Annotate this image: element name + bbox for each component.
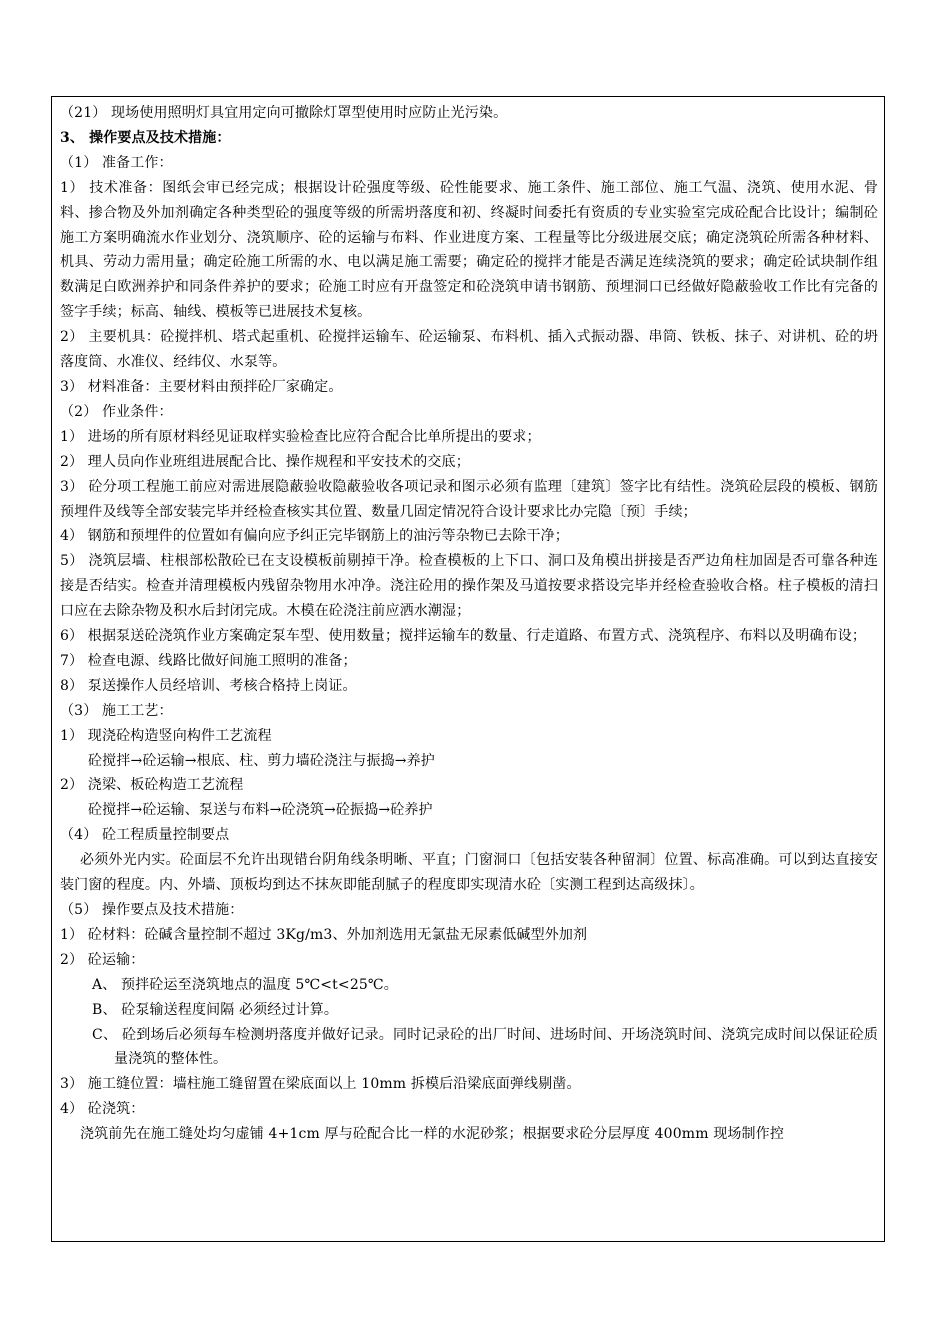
condition-1: 1） 进场的所有原材料经见证取样实验检查比应符合配合比单所提出的要求；	[60, 428, 541, 445]
transport-c: C、 砼到场后必须每车检测坍落度并做好记录。同时记录砼的出厂时间、进场时间、开场浇筑时间、浇筑完成时间以保证砼质量浇筑的整体性。	[92, 1026, 878, 1068]
condition-2: 2） 理人员向作业班组进展配合比、操作规程和平安技术的交底；	[60, 453, 470, 470]
point-concrete-transport: 2） 砼运输：	[60, 951, 145, 968]
main-equipment: 2） 主要机具：砼搅拌机、塔式起重机、砼搅拌运输车、砼运输泵、布料机、插入式振动器、串筒、铁板、抹子、对讲机、砼的坍落度筒、水准仪、经纬仪、水泵等。	[60, 329, 878, 371]
process-2-title: 2） 浇梁、板砼构造工艺流程	[60, 777, 244, 794]
process-1-title: 1） 现浇砼构造竖向构件工艺流程	[60, 727, 272, 744]
process-1-flow: 砼搅拌→砼运输→根底、柱、剪力墙砼浇注与振捣→养护	[88, 752, 435, 769]
subheading-work-conditions: （2） 作业条件：	[60, 403, 173, 420]
transport-b: B、 砼泵输送程度间隔 必须经过计算。	[92, 1001, 339, 1018]
transport-a: A、 预拌砼运至浇筑地点的温度 5℃<t<25℃。	[92, 976, 398, 993]
pouring-text: 浇筑前先在施工缝处均匀虚铺 4+1cm 厚与砼配合比一样的水泥砂浆；根据要求砼分层厚度 400mm 现场制作控	[80, 1126, 784, 1143]
point-concrete-material: 1） 砼材料：砼碱含量控制不超过 3Kg/m3、外加剂选用无氯盐无尿素低碱型外加剂	[60, 926, 588, 943]
subheading-preparation: （1） 准备工作：	[60, 154, 173, 171]
document-body	[60, 101, 878, 1147]
condition-5: 5） 浇筑层墙、柱根部松散砼已在支设模板前剔掉干净。检查模板的上下口、洞口及角模出拼接是否严边角柱加固是否可靠各种连接是否结实。检查并清理模板内残留杂物用水冲净。浇注砼用的操作架及马道按要求搭设完毕并经检查验收合格。柱子模板的清扫口应在去除杂物及积水后封闭完成。木模在砼浇注前应洒水潮湿；	[60, 553, 878, 620]
point-construction-joint: 3） 施工缝位置：墙柱施工缝留置在梁底面以上 10mm 拆模后沿梁底面弹线剔凿。	[60, 1076, 581, 1093]
process-2-flow: 砼搅拌→砼运输、泵送与布料→砼浇筑→砼振捣→砼养护	[88, 802, 433, 819]
document-frame	[51, 96, 885, 1242]
condition-8: 8） 泵送操作人员经培训、考核合格持上岗证。	[60, 677, 357, 694]
condition-6: 6） 根据泵送砼浇筑作业方案确定泵车型、使用数量；搅拌运输车的数量、行走道路、布置方式、浇筑程序、布料以及明确布设；	[60, 628, 867, 645]
item-21: （21） 现场使用照明灯具宜用定向可撤除灯罩型使用时应防止光污染。	[60, 105, 508, 121]
condition-7: 7） 检查电源、线路比做好间施工照明的准备；	[60, 652, 357, 669]
section-heading-3: 3、 操作要点及技术措施：	[60, 129, 231, 146]
material-preparation: 3） 材料准备：主要材料由预拌砼厂家确定。	[60, 378, 343, 395]
subheading-process: （3） 施工工艺：	[60, 702, 173, 719]
subheading-quality-control: （4） 砼工程质量控制要点	[60, 827, 230, 844]
condition-4: 4） 钢筋和预埋件的位置如有偏向应予纠正完毕钢筋上的油污等杂物已去除干净；	[60, 528, 569, 545]
condition-3: 3） 砼分项工程施工前应对需进展隐蔽验收隐蔽验收各项记录和图示必须有监理〔建筑〕签字比有结性。浇筑砼层段的模板、钢筋预埋件及线等全部安装完毕并经检查核实其位置、数量几固定情况符合设计要求比办完隐〔预〕手续；	[60, 478, 878, 520]
point-concrete-pouring: 4） 砼浇筑：	[60, 1101, 145, 1118]
quality-control-text: 必须外光内实。砼面层不允许出现错台阴角线条明晰、平直；门窗洞口〔包括安装各种留洞〕位置、标高准确。可以到达直接安装门窗的程度。内、外墙、顶板均到达不抹灰即能刮腻子的程度即实现清水砼〔实测工程到达高级抹〕。	[60, 852, 878, 894]
technical-preparation: 1） 技术准备：图纸会审已经完成；根据设计砼强度等级、砼性能要求、施工条件、施工部位、施工气温、浇筑、使用水泥、骨料、掺合物及外加剂确定各种类型砼的强度等级的所需坍落度和初、终凝时间委托有资质的专业实验室完成砼配合比设计；编制砼施工方案明确流水作业划分、浇筑顺序、砼的运输与布料、作业进度方案、工程量等比分级进展交底；确定浇筑砼所需各种材料、机具、劳动力需用量；确定砼施工所需的水、电以满足施工需要；确定砼的搅拌才能是否满足连续浇筑的要求；确定砼试块制作组数满足白欧洲养护和同条件养护的要求；砼施工时应有开盘签定和砼浇筑申请书钢筋、预埋洞口已经做好隐蔽验收工作比有完备的签字手续；标高、轴线、模板等已进展技术复核。	[60, 179, 878, 321]
subheading-key-points: （5） 操作要点及技术措施：	[60, 902, 244, 918]
